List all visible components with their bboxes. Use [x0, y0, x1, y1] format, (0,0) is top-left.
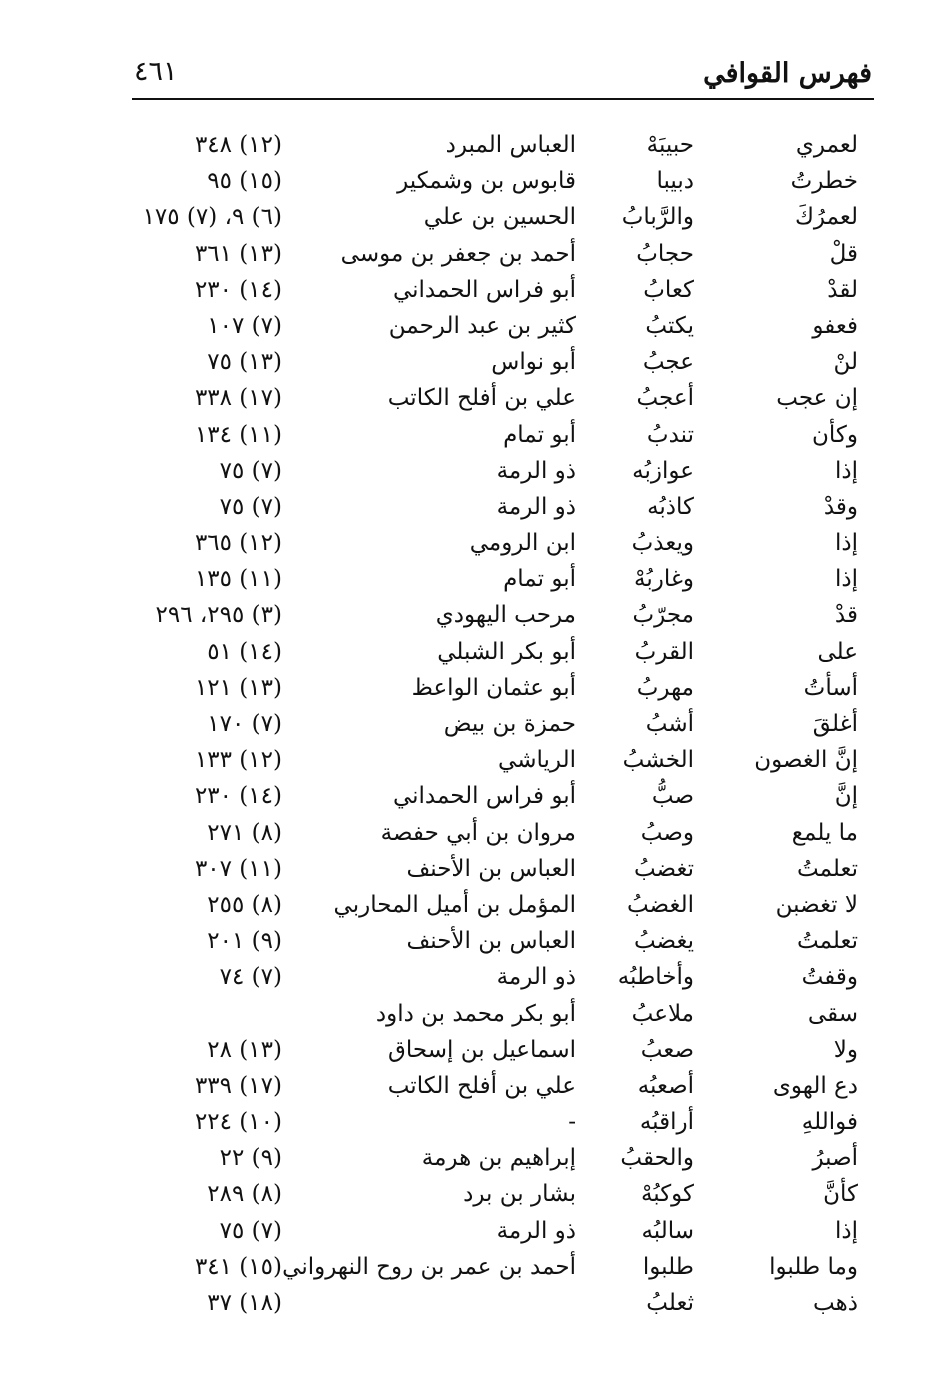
- page-reference: (١٣) ٢٨: [207, 1036, 282, 1063]
- verse-opening: خطرتُ: [790, 168, 858, 195]
- rhyme-word: يغضبُ: [633, 928, 694, 955]
- rhyme-word: صبُّ: [651, 783, 694, 810]
- index-row: [0, 960, 944, 996]
- verse-opening: إنَّ: [834, 783, 858, 810]
- index-row: [0, 743, 944, 779]
- page-reference: (١٣) ١٢١: [194, 674, 282, 701]
- page-reference: (٦) ٩، (٧) ١٧٥: [142, 204, 282, 231]
- page-reference: (١٤) ٢٣٠: [194, 783, 282, 810]
- poet-name: أبو فراس الحمداني: [392, 783, 576, 810]
- verse-opening: لنْ: [833, 349, 858, 376]
- index-row: [0, 273, 944, 309]
- index-row: [0, 309, 944, 345]
- poet-name: العباس بن الأحنف: [406, 928, 576, 955]
- verse-opening: إنَّ الغصون: [754, 747, 858, 774]
- verse-opening: لعمرُكَ: [794, 204, 858, 231]
- rhyme-word: تندبُ: [646, 421, 694, 448]
- verse-opening: ذهب: [813, 1290, 858, 1316]
- rhyme-word: ثعلبُ: [646, 1290, 694, 1316]
- poet-name: حمزة بن بيض: [443, 711, 576, 737]
- index-row: [0, 128, 944, 164]
- poet-name: -: [568, 1109, 576, 1136]
- poet-name: ذو الرمة: [496, 1217, 576, 1244]
- poet-name: ذو الرمة: [496, 493, 576, 520]
- rhyme-word: كاذبُه: [647, 493, 694, 520]
- page-reference: (٨) ٢٧١: [207, 819, 282, 846]
- poet-name: أبو تمام: [503, 421, 576, 448]
- rhyme-word: ويعذبُ: [631, 530, 694, 557]
- verse-opening: قدْ: [834, 602, 858, 629]
- verse-opening: تعلمتُ: [797, 855, 858, 882]
- verse-opening: لقدْ: [827, 276, 858, 303]
- index-row: [0, 418, 944, 454]
- verse-opening: وقدْ: [823, 493, 858, 520]
- rhyme-word: أشبُ: [645, 711, 694, 737]
- poet-name: بشار بن برد: [463, 1181, 576, 1208]
- rhyme-word: حبيبَهْ: [646, 132, 694, 158]
- verse-opening: لعمري: [795, 132, 858, 158]
- poet-name: الرياشي: [498, 747, 576, 774]
- verse-opening: أسأتُ: [803, 674, 858, 701]
- poet-name: أبو فراس الحمداني: [392, 276, 576, 303]
- rhyme-word: ملاعبُ: [631, 1000, 694, 1027]
- poet-name: علي بن أفلح الكاتب: [387, 385, 576, 412]
- poet-name: ذو الرمة: [496, 964, 576, 991]
- rhyme-word: وأخاطبُه: [617, 964, 694, 991]
- poet-name: العباس المبرد: [445, 132, 576, 158]
- rhyme-word: أعجبُ: [636, 385, 694, 412]
- verse-opening: وكأن: [812, 421, 858, 448]
- rhyme-word: الخشبُ: [622, 747, 694, 774]
- index-row: [0, 200, 944, 236]
- poet-name: أبو بكر الشبلي: [437, 638, 576, 665]
- verse-opening: لا تغضبن: [775, 891, 858, 918]
- page-reference: (١٤) ٥١: [207, 638, 282, 665]
- index-row: [0, 997, 944, 1033]
- page-reference: (١١) ٣٠٧: [194, 855, 282, 882]
- rhyme-word: أصعبُه: [637, 1072, 694, 1099]
- index-row: [0, 1069, 944, 1105]
- index-row: [0, 381, 944, 417]
- poet-name: اسماعيل بن إسحاق: [388, 1036, 576, 1063]
- page-reference: (٣) ٢٩٥، ٢٩٦: [155, 602, 282, 629]
- verse-opening: ولا: [833, 1036, 858, 1063]
- verse-opening: فعفو: [812, 312, 858, 339]
- rhyme-word: وصبُ: [640, 819, 694, 846]
- page-reference: (١٧) ٣٣٨: [194, 385, 282, 412]
- poet-name: كثير بن عبد الرحمن: [388, 312, 576, 339]
- index-row: [0, 779, 944, 815]
- page-reference: (١٢) ٣٤٨: [194, 132, 282, 158]
- index-row: [0, 924, 944, 960]
- verse-opening: دع الهوى: [772, 1072, 858, 1099]
- verse-opening: أصبرُ: [812, 1145, 858, 1172]
- verse-opening: كأنَّ: [823, 1181, 858, 1208]
- index-row: [0, 1105, 944, 1141]
- poet-name: أبو بكر محمد بن داود: [375, 1000, 576, 1027]
- verse-opening: على: [817, 638, 858, 665]
- verse-opening: فواللهِ: [801, 1109, 858, 1136]
- page-reference: (٩) ٢٠١: [207, 928, 282, 955]
- rhyme-word: مهربُ: [636, 674, 694, 701]
- rhyme-word: تغضبُ: [633, 855, 694, 882]
- rhyme-word: مجرّبُ: [632, 602, 694, 629]
- verse-opening: أغلقَ: [812, 711, 858, 737]
- verse-opening: إن عجب: [776, 385, 858, 412]
- verse-opening: قلْ: [829, 240, 858, 267]
- verse-opening: إذا: [834, 566, 858, 593]
- index-row: [0, 490, 944, 526]
- page-reference: (٧) ٧٥: [219, 457, 282, 484]
- verse-opening: وقفتُ: [801, 964, 858, 991]
- page-reference: (٧) ٧٤: [219, 964, 282, 991]
- index-row: [0, 237, 944, 273]
- page-reference: (٧) ١٠٧: [207, 312, 282, 339]
- poet-name: أبو نواس: [491, 349, 576, 376]
- rhyme-word: القربُ: [634, 638, 694, 665]
- poet-name: ذو الرمة: [496, 457, 576, 484]
- poet-name: أبو عثمان الواعظ: [411, 674, 576, 701]
- index-row: [0, 816, 944, 852]
- index-row: [0, 454, 944, 490]
- index-row: [0, 852, 944, 888]
- poet-name: العباس بن الأحنف: [406, 855, 576, 882]
- rhyme-word: الغضبُ: [626, 891, 694, 918]
- verse-opening: تعلمتُ: [797, 928, 858, 955]
- index-row: [0, 1286, 944, 1322]
- page-reference: (٧) ٧٥: [219, 493, 282, 520]
- rhyme-word: طلبوا: [642, 1253, 694, 1280]
- poet-name: ابن الرومي: [469, 530, 576, 557]
- verse-opening: ما يلمع: [791, 819, 858, 846]
- verse-opening: إذا: [834, 530, 858, 557]
- verse-opening: وما طلبوا: [769, 1253, 858, 1280]
- page-number: ٤٦١: [134, 56, 178, 87]
- page-reference: (١٥) ٣٤١: [194, 1253, 282, 1280]
- page-reference: (٨) ٢٥٥: [207, 891, 282, 918]
- page-reference: (١٤) ٢٣٠: [194, 276, 282, 303]
- index-row: [0, 1250, 944, 1286]
- index-row: [0, 1177, 944, 1213]
- index-row: [0, 345, 944, 381]
- page-reference: (١٨) ٣٧: [207, 1290, 282, 1316]
- verse-opening: إذا: [834, 1217, 858, 1244]
- page-title: فهرس القوافي: [703, 58, 872, 89]
- index-row: [0, 707, 944, 743]
- rhyme-word: والحقبُ: [620, 1145, 694, 1172]
- index-row: [0, 1033, 944, 1069]
- poet-name: إبراهيم بن هرمة: [421, 1145, 576, 1172]
- page-header: [132, 52, 874, 100]
- rhyme-word: صعبُ: [640, 1036, 694, 1063]
- poet-name: مروان بن أبي حفصة: [380, 819, 576, 846]
- index-row: [0, 888, 944, 924]
- poet-name: أبو تمام: [503, 566, 576, 593]
- verse-opening: إذا: [834, 457, 858, 484]
- rhyme-word: وغاربُهْ: [634, 566, 694, 593]
- index-row: [0, 671, 944, 707]
- poet-name: المؤمل بن أميل المحاربي: [333, 891, 576, 918]
- rhyme-word: دبيبا: [656, 168, 694, 195]
- index-row: [0, 526, 944, 562]
- page-reference: (١٧) ٣٣٩: [194, 1072, 282, 1099]
- verse-opening: سقى: [807, 1000, 858, 1027]
- page-reference: (٨) ٢٨٩: [207, 1181, 282, 1208]
- rhyme-word: عوازبُه: [632, 457, 694, 484]
- index-row: [0, 164, 944, 200]
- rhyme-word: أراقبُه: [639, 1109, 694, 1136]
- rhyme-word: يكتبُ: [645, 312, 694, 339]
- rhyme-word: عجبُ: [642, 349, 694, 376]
- rhyme-index-list: [0, 128, 944, 1322]
- page-reference: (١١) ١٣٤: [194, 421, 282, 448]
- page-reference: (١١) ١٣٥: [194, 566, 282, 593]
- index-row: [0, 598, 944, 634]
- page-reference: (١٣) ٣٦١: [194, 240, 282, 267]
- page-reference: (٧) ٧٥: [219, 1217, 282, 1244]
- page-reference: (١٥) ٩٥: [207, 168, 282, 195]
- rhyme-word: سالبُه: [641, 1217, 694, 1244]
- poet-name: أحمد بن عمر بن روح النهرواني: [282, 1253, 576, 1280]
- poet-name: علي بن أفلح الكاتب: [387, 1072, 576, 1099]
- rhyme-word: كوكبُهْ: [640, 1181, 694, 1208]
- index-row: [0, 635, 944, 671]
- page-reference: (١٣) ٧٥: [207, 349, 282, 376]
- rhyme-word: حجابُ: [636, 240, 694, 267]
- poet-name: الحسين بن علي: [423, 204, 576, 231]
- page-reference: (٧) ١٧٠: [207, 711, 282, 737]
- rhyme-word: كعابُ: [643, 276, 694, 303]
- poet-name: مرحب اليهودي: [435, 602, 576, 629]
- poet-name: أحمد بن جعفر بن موسى: [340, 240, 576, 267]
- poet-name: قابوس بن وشمكير: [397, 168, 576, 195]
- rhyme-word: والرَّبابُ: [621, 204, 694, 231]
- page-reference: (٩) ٢٢: [219, 1145, 282, 1172]
- page-reference: (١٢) ١٣٣: [194, 747, 282, 774]
- index-row: [0, 562, 944, 598]
- index-row: [0, 1141, 944, 1177]
- index-row: [0, 1214, 944, 1250]
- page-reference: (١٢) ٣٦٥: [194, 530, 282, 557]
- page-reference: (١٠) ٢٢٤: [194, 1109, 282, 1136]
